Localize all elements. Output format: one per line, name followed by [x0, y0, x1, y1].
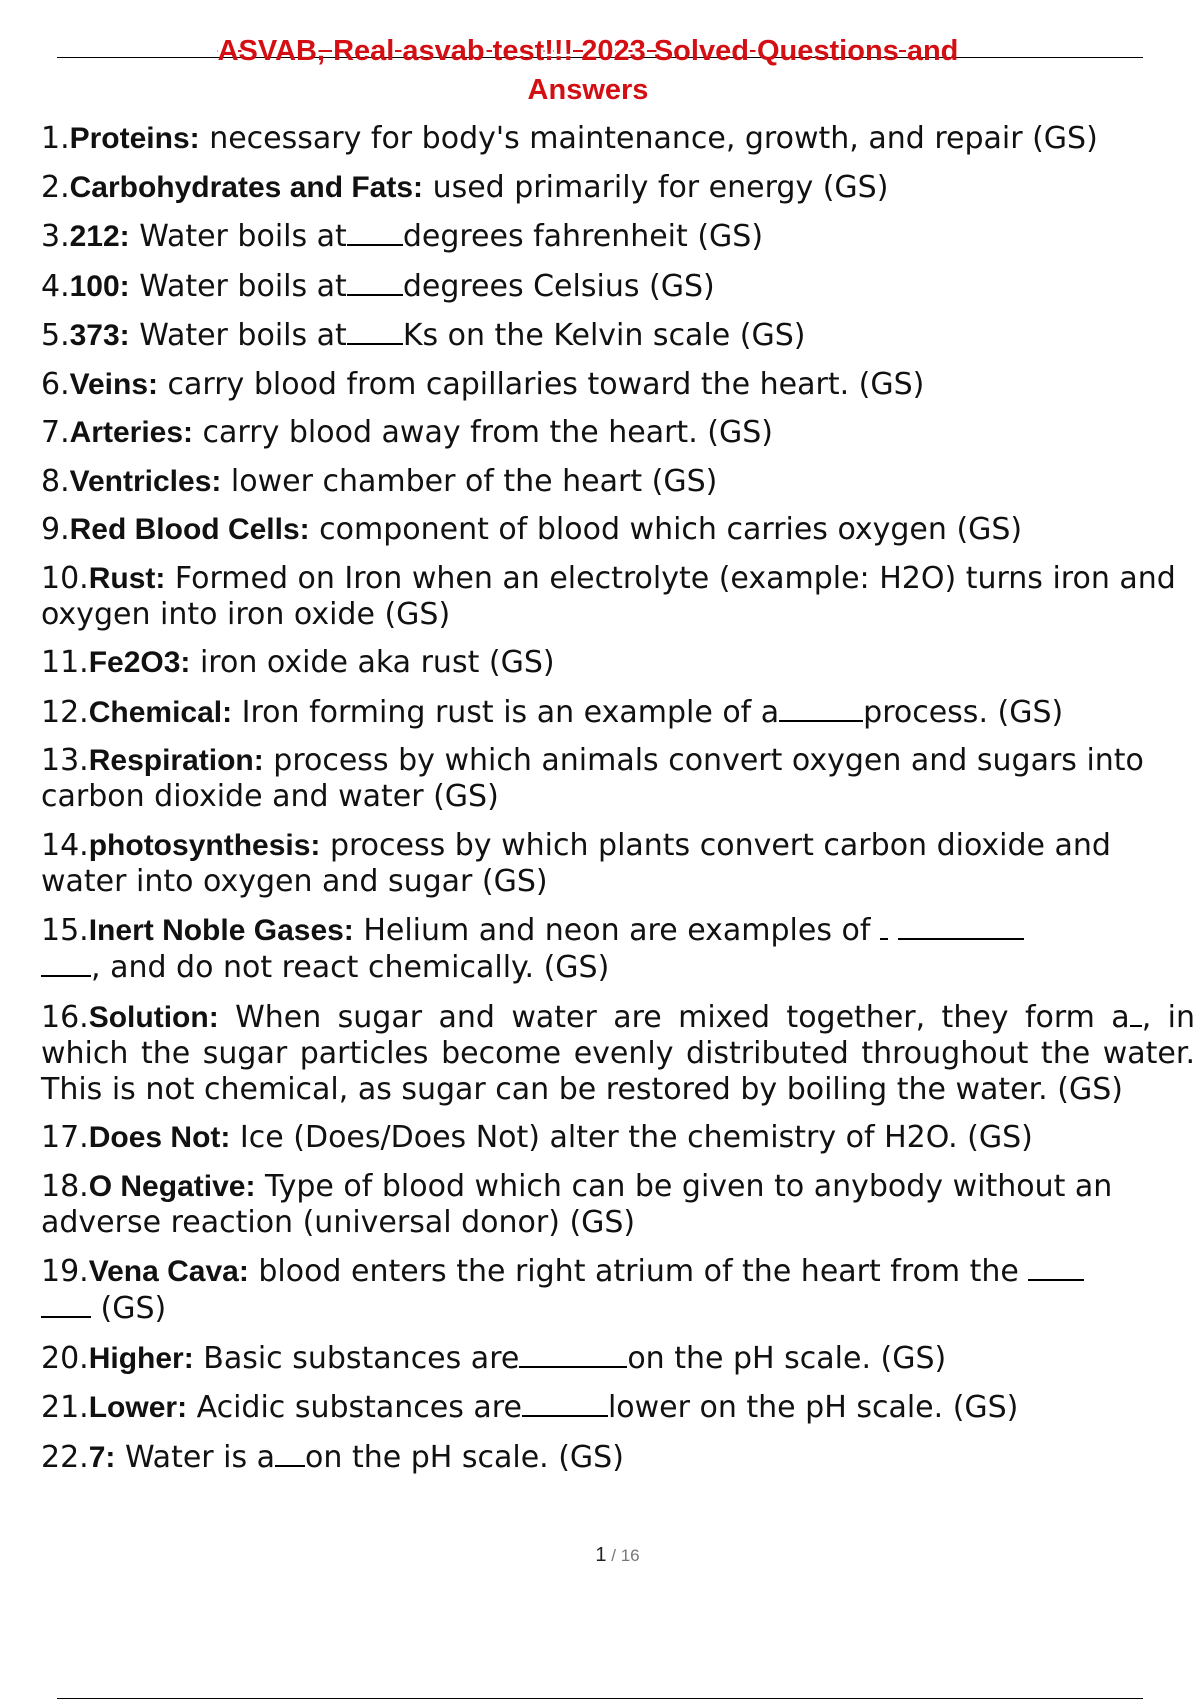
list-item: 17.Does Not: Ice (Does/Does Not) alter the chemistry of H2O. (GS): [41, 1120, 1033, 1155]
answer-term: Lower:: [88, 1391, 188, 1424]
list-item: 6.Veins: carry blood from capillaries toward the heart. (GS): [41, 366, 925, 402]
list-item: 22.7: Water is a on the pH scale. (GS): [41, 1439, 624, 1475]
page-separator: /: [606, 1546, 621, 1565]
answer-term: Veins:: [69, 367, 158, 401]
list-item: 14.photosynthesis: process by which plants convert carbon dioxide and water into oxygen and sugar (GS): [41, 827, 1111, 899]
list-item: 11.Fe2O3: iron oxide aka rust (GS): [41, 645, 555, 680]
footer-rule: [57, 1698, 1143, 1699]
list-item: 4.100: Water boils at degrees Celsius (GS): [41, 268, 715, 304]
answer-term: photosynthesis:: [88, 828, 321, 862]
list-item: 20.Higher: Basic substances are on the pH scale. (GS): [41, 1340, 947, 1376]
list-item: 19.Vena Cava: blood enters the right atrium of the heart from the (GS): [41, 1253, 1195, 1327]
fill-in-blank: [898, 912, 1024, 940]
answer-term: Inert Noble Gases:: [88, 914, 354, 947]
document-title: ASVAB, Real asvab test!!! 2023 Solved Questions and: [217, 35, 959, 67]
fill-in-blank: [347, 218, 403, 246]
answer-term: Chemical:: [88, 695, 233, 729]
answer-term: Carbohydrates and Fats:: [69, 170, 424, 204]
fill-in-blank: [41, 1290, 91, 1318]
answer-term: 212:: [69, 220, 130, 253]
answer-term: Red Blood Cells:: [69, 513, 310, 546]
list-item: 18.O Negative: Type of blood which can be given to anybody without an adverse reaction (universal donor) (GS): [41, 1168, 1113, 1240]
list-item: 13.Respiration: process by which animals convert oxygen and sugars into carbon dioxide and water (GS): [41, 743, 1144, 814]
answer-term: Solution:: [88, 1000, 219, 1034]
answer-term: Fe2O3:: [88, 646, 191, 679]
page-indicator: [0, 1544, 1200, 1567]
fill-in-blank: [1130, 999, 1142, 1027]
fill-in-blank: [347, 268, 403, 296]
list-item: 5.373: Water boils at Ks on the Kelvin scale (GS): [41, 318, 806, 353]
answer-term: Proteins:: [69, 122, 200, 155]
answer-term: 7:: [88, 1440, 116, 1474]
list-item: 15.Inert Noble Gases: Helium and neon are examples of , and do not react chemically. (GS): [41, 912, 1195, 986]
list-item: 3.212: Water boils at degrees fahrenheit (GS): [41, 219, 764, 254]
answer-term: O Negative:: [88, 1169, 256, 1203]
list-item: 1.Proteins: necessary for body's maintenance, growth, and repair (GS): [41, 121, 1098, 156]
answer-term: Vena Cava:: [88, 1255, 249, 1288]
question-list: [41, 121, 1195, 1488]
list-item: 21.Lower: Acidic substances are lower on the pH scale. (GS): [41, 1390, 1019, 1425]
page-total: 16: [620, 1546, 640, 1565]
answer-term: Higher:: [88, 1341, 194, 1375]
list-item: 2.Carbohydrates and Fats: used primarily for energy (GS): [41, 169, 889, 205]
fill-in-blank: [880, 912, 888, 940]
fill-in-blank: [41, 949, 91, 977]
fill-in-blank: [347, 317, 403, 345]
list-item: 8.Ventricles: lower chamber of the heart (GS): [41, 463, 718, 499]
answer-term: Rust:: [88, 561, 166, 595]
answer-term: Ventricles:: [69, 464, 222, 498]
fill-in-blank: [779, 694, 863, 722]
list-item: 16.Solution: When sugar and water are mixed together, they form a , in which the sugar particles become evenly distributed throughout the water. This is not chemical, as sugar can be restored by boiling the water. (GS): [41, 999, 1195, 1107]
fill-in-blank: [275, 1439, 305, 1467]
fill-in-blank: [522, 1389, 608, 1417]
answer-term: Arteries:: [69, 416, 194, 449]
list-item: 7.Arteries: carry blood away from the heart. (GS): [41, 415, 773, 450]
page-current: 1: [595, 1544, 607, 1566]
document-title-line-2: Answers: [527, 74, 649, 106]
answer-term: Does Not:: [88, 1121, 231, 1154]
list-item: 9.Red Blood Cells: component of blood which carries oxygen (GS): [41, 512, 1023, 547]
answer-term: 100:: [69, 269, 130, 303]
fill-in-blank: [1028, 1253, 1084, 1281]
fill-in-blank: [519, 1340, 627, 1368]
answer-term: 373:: [69, 319, 130, 352]
list-item: 10.Rust: Formed on Iron when an electrolyte (example: H2O) turns iron and oxygen into iron oxide (GS): [41, 560, 1176, 632]
list-item: 12.Chemical: Iron forming rust is an example of a process. (GS): [41, 694, 1064, 730]
answer-term: Respiration:: [88, 744, 264, 777]
